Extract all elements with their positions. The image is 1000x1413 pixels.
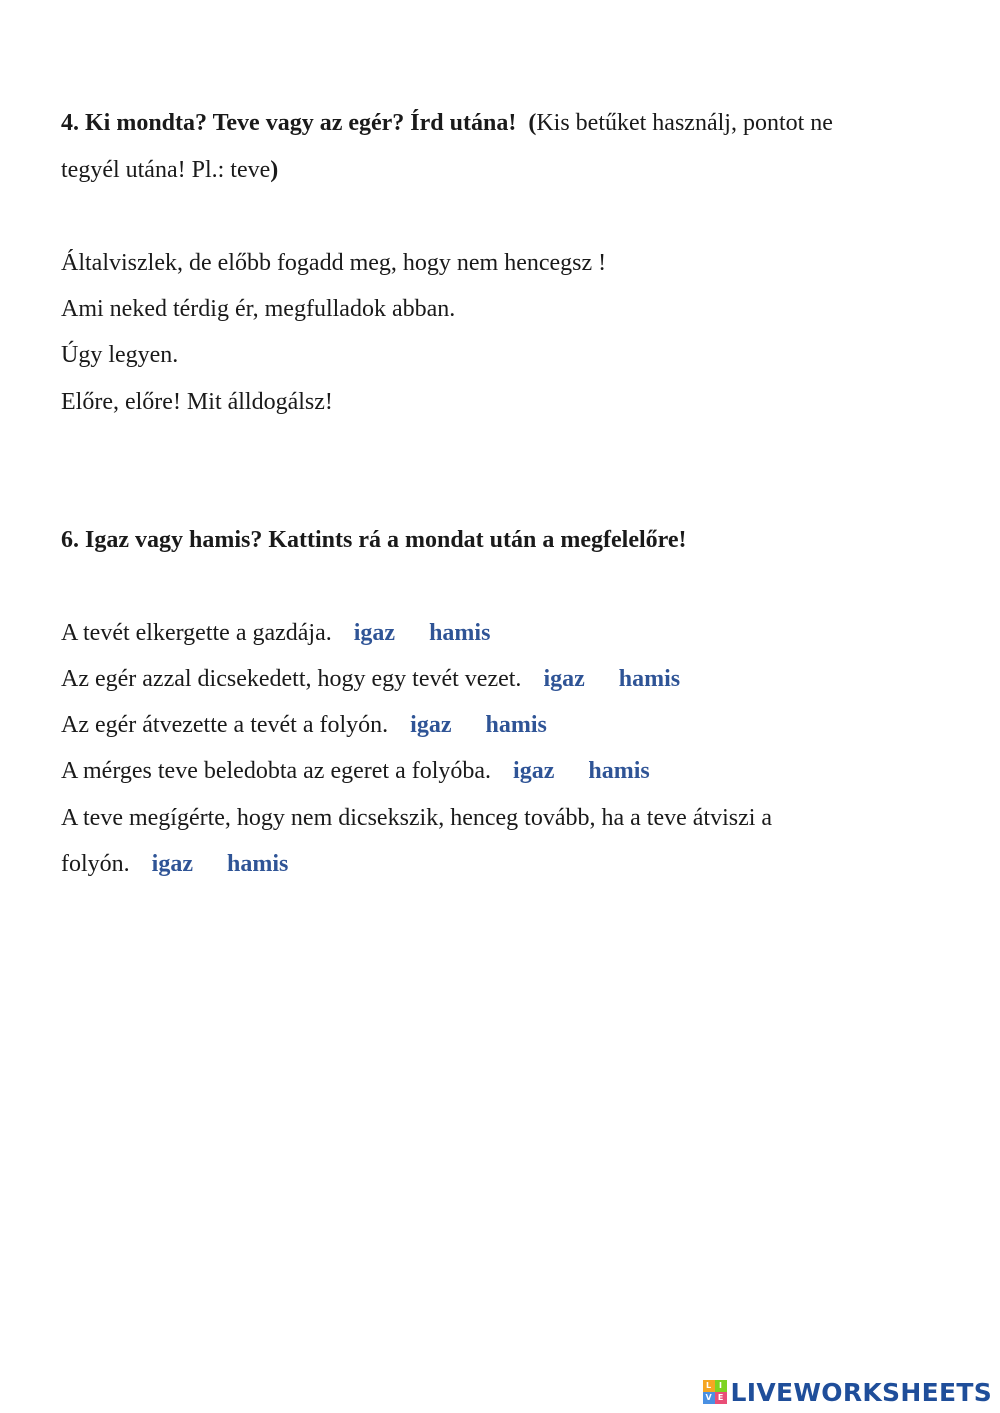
task4-paren-open: (	[528, 110, 537, 136]
option-hamis[interactable]: hamis	[429, 620, 491, 646]
statement-text: folyón.	[61, 851, 130, 877]
task6-statement-row	[61, 849, 288, 879]
option-igaz[interactable]: igaz	[151, 851, 193, 877]
task6-heading: 6. Igaz vagy hamis? Kattints rá a mondat után a megfelelőre!	[61, 527, 687, 553]
logo-mark-letter: V	[703, 1392, 715, 1404]
logo-text: LIVEWORKSHEETS	[730, 1377, 992, 1407]
option-igaz[interactable]: igaz	[543, 666, 585, 692]
logo-mark-icon	[703, 1380, 727, 1404]
option-igaz[interactable]: igaz	[353, 620, 396, 646]
task4-title: 4. Ki mondta? Teve vagy az egér? Írd utána!	[61, 110, 517, 136]
task4-heading-cont	[61, 155, 278, 185]
option-hamis[interactable]: hamis	[618, 666, 681, 692]
statement-text: Az egér átvezette a tevét a folyón.	[61, 712, 389, 738]
logo-mark-letter: I	[715, 1380, 727, 1392]
option-hamis[interactable]: hamis	[227, 851, 289, 877]
logo-mark-letter: L	[703, 1380, 715, 1392]
logo-mark-letter: E	[715, 1392, 727, 1404]
task4-sentence: Általviszlek, de előbb fogadd meg, hogy nem hencegsz !	[61, 250, 607, 276]
statement-text: A tevét elkergette a gazdája.	[61, 620, 332, 646]
task4-heading	[61, 108, 833, 138]
task4-paren-close: )	[270, 157, 279, 183]
task4-sentence: Ami neked térdig ér, megfulladok abban.	[61, 296, 456, 322]
task4-sentence: Úgy legyen.	[61, 342, 179, 368]
option-hamis[interactable]: hamis	[485, 712, 547, 738]
task4-sentence: Előre, előre! Mit álldogálsz!	[61, 389, 333, 415]
task4-instruction-cont: tegyél utána! Pl.: teve	[61, 157, 271, 183]
task6-statement-row	[61, 803, 772, 833]
statement-text: Az egér azzal dicsekedett, hogy egy tevét vezet.	[61, 666, 522, 692]
statement-text: A teve megígérte, hogy nem dicsekszik, henceg tovább, ha a teve átviszi a	[61, 805, 773, 831]
task6-statement-row	[61, 664, 680, 694]
option-igaz[interactable]: igaz	[513, 758, 555, 784]
option-igaz[interactable]: igaz	[410, 712, 452, 738]
option-hamis[interactable]: hamis	[588, 758, 650, 784]
task4-instruction: Kis betűket használj, pontot ne	[536, 110, 833, 136]
liveworksheets-logo	[703, 1377, 992, 1407]
task6-statement-row	[61, 756, 650, 786]
statement-text: A mérges teve beledobta az egeret a folyóba.	[61, 758, 492, 784]
task6-statement-row	[61, 710, 547, 740]
task6-statement-row	[61, 618, 490, 648]
